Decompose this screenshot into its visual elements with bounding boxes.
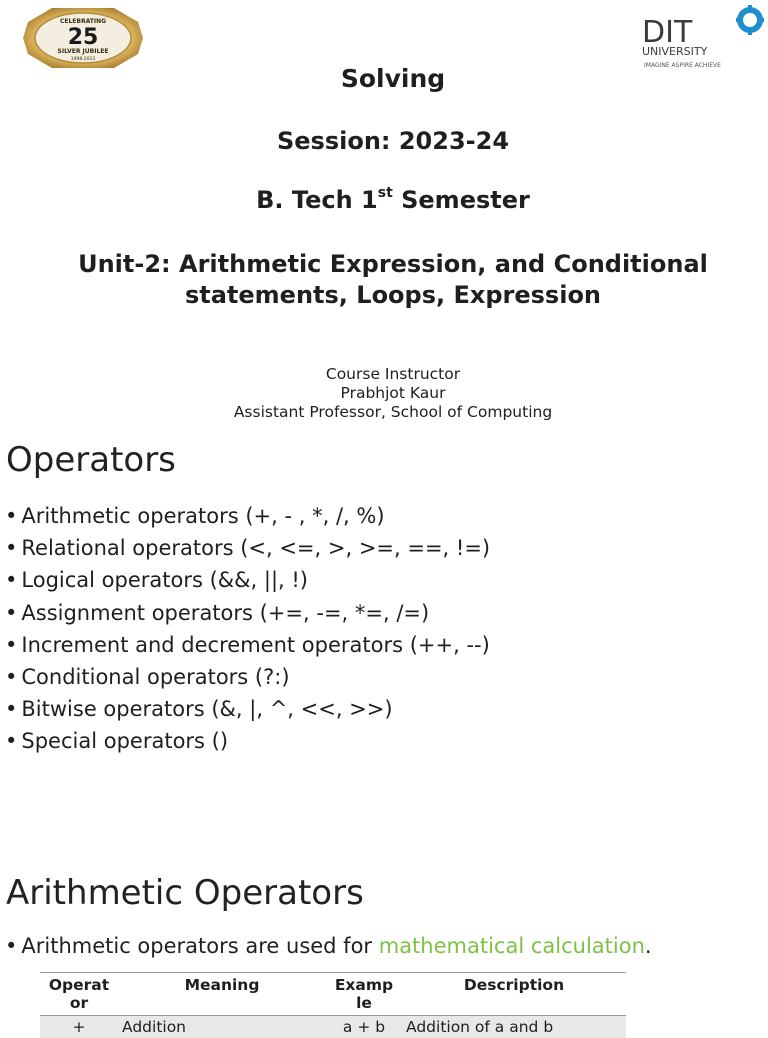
operators-title: Operators [6, 440, 176, 480]
arithmetic-title: Arithmetic Operators [6, 873, 364, 913]
dit-sub: UNIVERSITY [642, 45, 708, 58]
cell-operator: + [40, 1016, 118, 1038]
dit-tagline: IMAGINE ASPIRE ACHIEVE [644, 62, 721, 69]
list-item: • Arithmetic operators (+, - , *, /, %) [5, 500, 490, 532]
silver-jubilee-logo [22, 6, 144, 70]
table-header-row [40, 973, 626, 1016]
operators-list [5, 500, 490, 758]
list-item: • Bitwise operators (&, |, ^, <<, >>) [5, 693, 490, 725]
list-item: • Logical operators (&&, ||, !) [5, 564, 490, 596]
instructor-title: Assistant Professor, School of Computing [0, 403, 768, 422]
semester-label [0, 186, 768, 214]
instructor-name: Prabhjot Kaur [0, 384, 768, 403]
subject-title: Solving [0, 64, 768, 93]
header-meaning: Meaning [118, 973, 326, 1016]
jubilee-years: 1998-2023 [71, 56, 96, 62]
semester-sup: st [378, 185, 393, 201]
intro-highlight: mathematical calculation [379, 934, 645, 958]
cell-description: Addition of a and b [402, 1016, 626, 1038]
dit-university-logo [640, 4, 764, 70]
intro-text: Arithmetic operators are used for [21, 934, 378, 958]
jubilee-number: 25 [68, 25, 99, 50]
arithmetic-intro [5, 934, 652, 958]
cell-example: a + b [326, 1016, 402, 1038]
arithmetic-table [40, 972, 626, 1038]
session-label: Session: 2023-24 [0, 127, 768, 155]
list-item: • Assignment operators (+=, -=, *=, /=) [5, 597, 490, 629]
title-slide [0, 0, 768, 430]
jubilee-line1: CELEBRATING [60, 18, 106, 25]
list-item: • Relational operators (<, <=, >, >=, ==, !=) [5, 532, 490, 564]
cell-meaning: Addition [118, 1016, 326, 1038]
instructor-heading: Course Instructor [0, 365, 768, 384]
table-row [40, 1016, 626, 1038]
semester-pre: B. Tech 1 [256, 186, 378, 214]
dit-name: DIT [642, 15, 693, 50]
header-example: Examp le [326, 973, 402, 1016]
unit-title: Unit-2: Arithmetic Expression, and Conditional statements, Loops, Expression [50, 249, 736, 311]
list-item: • Increment and decrement operators (++, --) [5, 629, 490, 661]
header-operator: Operat or [40, 973, 118, 1016]
intro-end: . [645, 934, 652, 958]
list-item: • Special operators () [5, 725, 490, 757]
semester-post: Semester [393, 186, 530, 214]
list-item: • Conditional operators (?:) [5, 661, 490, 693]
jubilee-line2: SILVER JUBILEE [58, 48, 109, 55]
header-description: Description [402, 973, 626, 1016]
